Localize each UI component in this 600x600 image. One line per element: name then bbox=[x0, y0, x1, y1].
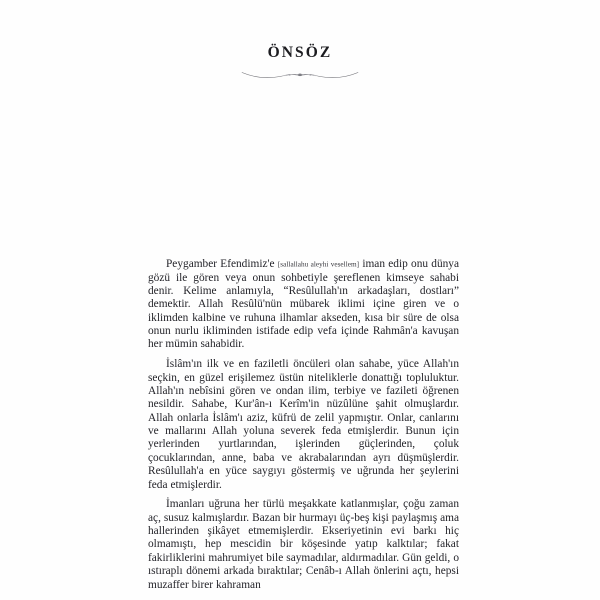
paragraph-1-lead: Peygamber Efendimiz'e bbox=[166, 258, 278, 270]
body-text-block bbox=[148, 258, 459, 592]
page-title: ÖNSÖZ bbox=[267, 44, 333, 61]
flourish-divider-icon bbox=[241, 68, 359, 81]
chapter-heading bbox=[0, 44, 600, 81]
paragraph-3: İmanları uğruna her türlü meşakkate katlanmışlar, çoğu zaman aç, susuz kalmışlardır. Bazan bir hurmayı üç-beş kişi paylaşmış ama hallerinden şikâyet etmemişlerdir. Ekseriyetinin evi barkı hiç olmamıştı, hep mescidin bir köşesinde yatıp kalktılar; fakat fakirliklerini mahrumiyet bile saymadılar, aldırmadılar. Gün geldi, o ıstıraplı dönemi arkada bıraktılar; Cenâb-ı Allah önlerini açtı, hepsi muzaffer birer kahraman bbox=[148, 498, 459, 591]
paragraph-1-rest: iman edip onu dünya gözü ile gören veya onun sohbetiyle şereflenen kimseye sahabi denir. Kelime anlamıyla, “Resûlullah'ın arkadaşları, dostları” demektir. Allah Resûlü'nün mübarek iklimi içine giren ve o iklimden kalbine ve ruhuna ilhamlar akseden, kısa bir süre de olsa onun nurlu ikliminden istifade edip vefa içinde Rahmân'a kavuşan her mümin sahabidir. bbox=[148, 258, 459, 351]
paragraph-1 bbox=[148, 258, 459, 352]
honorific-annotation: [sallallahu aleyhi vesellem] bbox=[277, 260, 360, 269]
paragraph-2: İslâm'ın ilk ve en faziletli öncüleri olan sahabe, yüce Allah'ın seçkin, en güzel erişilemez üstün niteliklerle donattığı topluluktur. Allah'ın nebîsini gören ve ondan ilim, terbiye ve fazileti öğrenen nesildir. Sahabe, Kur'ân-ı Kerîm'in nüzûlüne şahit olmuşlardır. Allah onlarla İslâm'ı aziz, küfrü de zelil yapmıştır. Onlar, canlarını ve mallarını Allah yoluna severek feda etmişlerdir. Bunun için yerlerinden yurtlarından, işlerinden güçlerinden, çoluk çocuklarından, anne, baba ve akrabalarından ayrı düşmüşlerdir. Resûlullah'a en yüce saygıyı göstermiş ve uğrunda her şeylerini feda etmişlerdir. bbox=[148, 358, 459, 491]
